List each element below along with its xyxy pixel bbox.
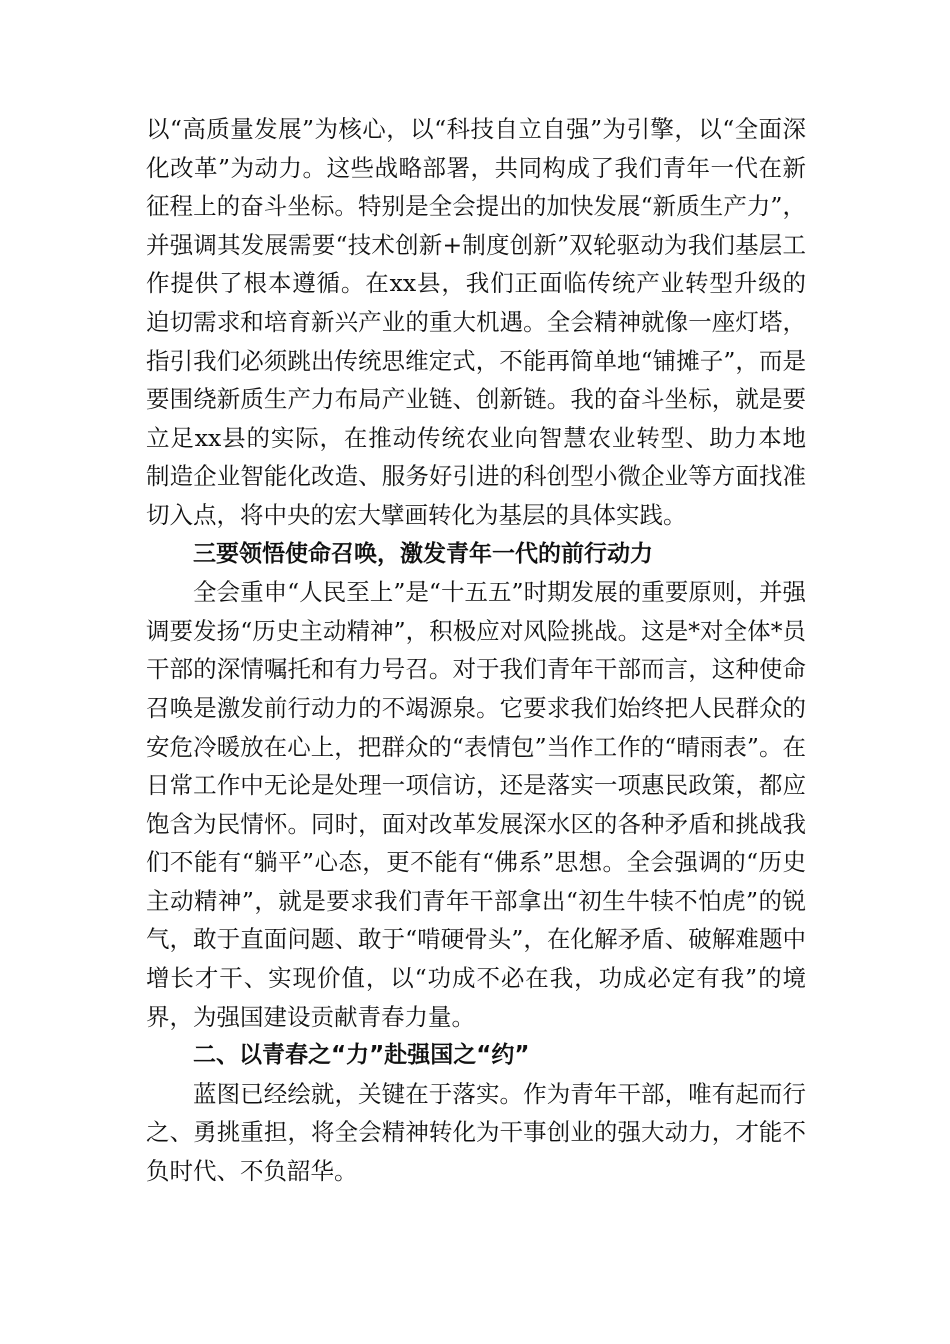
section-heading-mission: 三要领悟使命召唤，激发青年一代的前行动力 [193, 540, 653, 567]
body-paragraph-mission: 全会重申“人民至上”是“十五五”时期发展的重要原则，并强调要发扬“历史主动精神”，积极应对风险挑战。这是*对全体*员干部的深情嘱托和有力号召。对于我们青年干部而言，这种使命召唤是激发前行动力的不竭源泉。它要求我们始终把人民群众的安危冷暖放在心上，把群众的“表情包”当作工作的“晴雨表”。在日常工作中无论是处理一项信访，还是落实一项惠民政策，都应饱含为民情怀。同时，面对改革发展深水区的各种矛盾和挑战我们不能有“躺平”心态，更不能有“佛系”思想。全会强调的“历史主动精神”，就是要求我们青年干部拿出“初生牛犊不怕虎”的锐气，敢于直面问题、敢于“啃硬骨头”，在化解矛盾、破解难题中增长才干、实现价值，以“功成不必在我，功成必定有我”的境界，为强国建设贡献青春力量。 [146, 578, 806, 1031]
section-heading-youth-power: 二、以青春之“力”赴强国之“约” [193, 1042, 530, 1069]
body-paragraph-continuation: 以“高质量发展”为核心，以“科技自立自强”为引擎，以“全面深化改革”为动力。这些战略部署，共同构成了我们青年一代在新征程上的奋斗坐标。特别是全会提出的加快发展“新质生产力”，并强调其发展需要“技术创新+制度创新”双轮驱动为我们基层工作提供了根本遵循。在xx县，我们正面临传统产业转型升级的迫切需求和培育新兴产业的重大机遇。全会精神就像一座灯塔，指引我们必须跳出传统思维定式，不能再简单地“铺摊子”，而是要围绕新质生产力布局产业链、创新链。我的奋斗坐标，就是要立足xx县的实际，在推动传统农业向智慧农业转型、助力本地制造企业智能化改造、服务好引进的科创型小微企业等方面找准切入点，将中央的宏大擘画转化为基层的具体实践。 [146, 115, 806, 529]
document-body [146, 110, 806, 1191]
body-paragraph-blueprint: 蓝图已经绘就，关键在于落实。作为青年干部，唯有起而行之、勇挑重担，将全会精神转化为干事创业的强大动力，才能不负时代、不负韶华。 [146, 1079, 806, 1186]
